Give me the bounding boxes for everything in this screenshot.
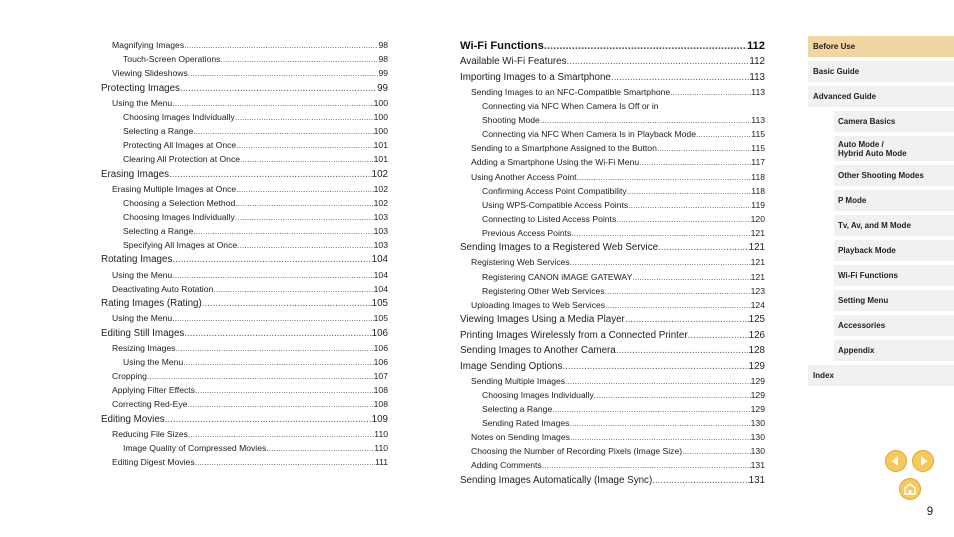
leader-dots: [235, 110, 374, 124]
toc-entry[interactable]: [460, 212, 765, 226]
chapter-sidebar: [808, 36, 954, 390]
toc-entry-title: Correcting Red-Eye: [112, 399, 188, 410]
sidebar-tab-setting-menu[interactable]: [834, 290, 954, 311]
leader-dots: [172, 311, 373, 325]
toc-entry[interactable]: [460, 416, 765, 430]
toc-entry-title: Choosing Images Individually: [123, 211, 235, 222]
toc-entry-title: Using Another Access Point: [471, 171, 577, 182]
toc-entry-title: Registering Web Services: [471, 257, 570, 268]
previous-page-button[interactable]: [885, 450, 907, 472]
leader-dots: [172, 96, 373, 110]
leader-dots: [696, 127, 751, 141]
sidebar-tab-label: Accessories: [838, 321, 886, 330]
toc-page-number: 102: [371, 168, 388, 180]
toc-page-number: 102: [373, 197, 388, 208]
toc-entry[interactable]: [460, 270, 765, 284]
leader-dots: [195, 383, 374, 397]
leader-dots: [570, 255, 751, 269]
leader-dots: [616, 212, 750, 226]
toc-page-number: 111: [374, 457, 388, 468]
toc-entry-title: Connecting to Listed Access Points: [482, 213, 617, 224]
toc-page-number: 113: [751, 86, 765, 97]
toc-page-number: 119: [751, 199, 765, 210]
leader-dots: [188, 427, 374, 441]
toc-entry-title: Editing Still Images: [101, 327, 185, 339]
sidebar-tab-label: Wi-Fi Functions: [838, 271, 898, 280]
toc-page-number: 120: [750, 213, 765, 224]
toc-entry[interactable]: [101, 238, 388, 252]
leader-dots: [195, 455, 375, 469]
toc-entry-title: Notes on Sending Images: [471, 432, 570, 443]
toc-page-number: 118: [751, 171, 765, 182]
toc-page-number: 130: [750, 446, 765, 457]
toc-page-number: 106: [373, 342, 388, 353]
toc-entry[interactable]: [101, 327, 388, 341]
leader-dots: [235, 196, 373, 210]
toc-page-number: 115: [751, 143, 765, 154]
toc-page-number: 99: [377, 82, 388, 94]
arrow-right-icon: [917, 455, 929, 467]
toc-entry[interactable]: [101, 224, 388, 238]
sidebar-tab-label: Tv, Av, and M Mode: [838, 221, 911, 230]
toc-entry-title: Connecting via NFC When Camera Is in Playback Mode: [482, 129, 696, 140]
home-icon: [903, 482, 917, 496]
toc-entry-title: Choosing Images Individually: [482, 389, 594, 400]
toc-entry[interactable]: [460, 430, 765, 444]
next-page-button[interactable]: [912, 450, 934, 472]
sidebar-tab-wi-fi-functions[interactable]: [834, 265, 954, 286]
toc-entry[interactable]: [460, 85, 765, 99]
toc-entry-title: Importing Images to a Smartphone: [460, 71, 611, 83]
sidebar-tab-label: Basic Guide: [813, 67, 860, 76]
sidebar-tab-advanced-guide[interactable]: [808, 86, 954, 107]
toc-page-number: 129: [748, 360, 765, 372]
sidebar-tab-label: Appendix: [838, 346, 875, 355]
toc-entry-title: Reducing File Sizes: [112, 428, 188, 439]
leader-dots: [611, 71, 750, 85]
leader-dots: [236, 182, 373, 196]
toc-entry[interactable]: [101, 196, 388, 210]
toc-page-number: 129: [750, 375, 765, 386]
toc-entry[interactable]: [460, 402, 765, 416]
toc-page-number: 121: [748, 242, 765, 254]
toc-page-number: 100: [373, 97, 388, 108]
leader-dots: [657, 141, 751, 155]
toc-entry[interactable]: [460, 127, 765, 141]
toc-entry[interactable]: [101, 341, 388, 355]
sidebar-tab-before-use[interactable]: [808, 36, 954, 57]
toc-entry-title: Rotating Images: [101, 254, 173, 266]
sidebar-tab-label: Setting Menu: [838, 296, 889, 305]
leader-dots: [235, 210, 374, 224]
toc-entry-title: Erasing Images: [101, 168, 170, 180]
toc-entry-title: Selecting a Range: [123, 226, 194, 236]
toc-entry-title: Selecting a Range: [123, 125, 194, 136]
toc-page-number: 104: [373, 269, 388, 280]
toc-entry[interactable]: [101, 455, 388, 469]
toc-entry-title: Using WPS-Compatible Access Points: [482, 199, 629, 210]
toc-entry[interactable]: [101, 427, 388, 441]
sidebar-tab-p-mode[interactable]: [834, 190, 954, 211]
toc-entry-title: Using the Menu: [123, 357, 184, 368]
toc-entry-title: Choosing Images Individually: [123, 111, 235, 122]
toc-middle-column: [460, 38, 765, 488]
toc-entry[interactable]: [460, 329, 765, 343]
toc-page-number: 131: [748, 474, 765, 486]
toc-page-number: 103: [373, 226, 388, 236]
toc-page-number: 110: [374, 428, 388, 439]
toc-entry[interactable]: [101, 397, 388, 411]
toc-entry[interactable]: [101, 268, 388, 282]
sidebar-tab-auto-mode-hybrid-auto-mode[interactable]: [834, 136, 954, 161]
toc-entry-title: Rating Images (Rating): [101, 298, 202, 310]
sidebar-tab-accessories[interactable]: [834, 315, 954, 336]
toc-page-number: 104: [373, 283, 388, 294]
toc-entry-title: Sending Images to Another Camera: [460, 345, 616, 357]
toc-entry-title: Choosing a Selection Method: [123, 197, 236, 208]
arrow-left-icon: [890, 455, 902, 467]
sidebar-tab-playback-mode[interactable]: [834, 240, 954, 261]
toc-entry-title: Registering CANON iMAGE GATEWAY: [482, 271, 633, 282]
toc-entry-title: Editing Movies: [101, 413, 165, 425]
toc-page-number: 98: [378, 54, 388, 65]
toc-entry[interactable]: [101, 369, 388, 383]
leader-dots: [220, 52, 378, 66]
toc-entry[interactable]: [460, 458, 765, 472]
toc-entry[interactable]: [460, 360, 765, 374]
toc-entry-title: Confirming Access Point Compatibility: [482, 185, 627, 196]
toc-entry[interactable]: [101, 168, 388, 182]
toc-entry[interactable]: [101, 38, 388, 52]
leader-dots: [184, 327, 371, 341]
leader-dots: [165, 413, 372, 427]
toc-entry-title: Touch-Screen Operations: [123, 54, 221, 65]
toc-entry-title: Sending to a Smartphone Assigned to the Button: [471, 143, 657, 154]
toc-entry-title: Adding a Smartphone Using the Wi-Fi Menu: [471, 157, 640, 168]
sidebar-tab-other-shooting-modes[interactable]: [834, 165, 954, 186]
toc-chapter-heading[interactable]: [460, 38, 765, 54]
toc-page-number: 126: [748, 329, 765, 341]
toc-page-number: 129: [750, 403, 765, 414]
leader-dots: [628, 198, 751, 212]
leader-dots: [147, 369, 374, 383]
toc-entry-title: Registering Other Web Services: [482, 285, 605, 296]
toc-entry[interactable]: [101, 110, 388, 124]
leader-dots: [616, 344, 749, 358]
toc-entry[interactable]: [460, 155, 765, 169]
toc-entry[interactable]: [101, 138, 388, 152]
toc-page-number: 121: [750, 227, 765, 238]
toc-entry-title: Printing Images Wirelessly from a Connected Printer: [460, 329, 688, 341]
leader-dots: [266, 441, 374, 455]
toc-entry-title: Viewing Images Using a Media Player: [460, 314, 625, 326]
toc-entry[interactable]: [460, 284, 765, 298]
toc-page-number: 105: [373, 313, 388, 324]
leader-dots: [193, 124, 373, 138]
toc-entry[interactable]: [101, 66, 388, 80]
leader-dots: [540, 113, 751, 127]
toc-entry[interactable]: [460, 170, 765, 184]
toc-entry-title: Applying Filter Effects: [112, 385, 195, 396]
toc-entry-title: Magnifying Images: [112, 40, 185, 50]
page-number: 9: [926, 506, 934, 518]
leader-dots: [187, 397, 373, 411]
toc-entry-title: Sending Images to a Registered Web Service: [460, 242, 659, 254]
toc-page-number: 113: [751, 115, 765, 126]
toc-entry[interactable]: [460, 241, 765, 255]
leader-dots: [605, 298, 751, 312]
toc-entry-title: Previous Access Points: [482, 227, 572, 238]
toc-entry[interactable]: [101, 413, 388, 427]
toc-entry[interactable]: [460, 226, 765, 240]
toc-page-number: 130: [750, 418, 765, 429]
leader-dots: [236, 138, 373, 152]
toc-entry-title: Available Wi-Fi Features: [460, 56, 567, 68]
toc-entry[interactable]: [460, 298, 765, 312]
toc-entry[interactable]: [101, 82, 388, 96]
toc-entry-title: Shooting Mode: [482, 115, 540, 126]
toc-page-number: 98: [378, 40, 388, 50]
toc-page-number: 129: [750, 389, 765, 400]
toc-entry[interactable]: [460, 198, 765, 212]
leader-dots: [240, 152, 374, 166]
toc-page-number: 103: [373, 240, 388, 251]
leader-dots: [682, 444, 751, 458]
toc-entry-title: Using the Menu: [112, 97, 173, 108]
sidebar-tab-index[interactable]: [808, 365, 954, 386]
toc-page-number: 106: [373, 357, 388, 368]
leader-dots: [577, 170, 752, 184]
toc-page-number: 118: [751, 185, 765, 196]
toc-entry[interactable]: [460, 444, 765, 458]
toc-entry[interactable]: [101, 253, 388, 267]
toc-entry-title: Uploading Images to Web Services: [471, 299, 606, 310]
leader-dots: [625, 313, 749, 327]
toc-entry[interactable]: [460, 113, 765, 127]
toc-page-number: 115: [751, 129, 765, 140]
leader-dots: [183, 355, 373, 369]
leader-dots: [213, 282, 373, 296]
toc-entry-title: Image Quality of Compressed Movies: [123, 442, 267, 453]
leader-dots: [605, 284, 751, 298]
toc-entry-title: Using the Menu: [112, 269, 173, 280]
leader-dots: [565, 374, 751, 388]
sidebar-tab-appendix[interactable]: [834, 340, 954, 361]
toc-entry-title: Sending Images to an NFC-Compatible Smartphone: [471, 86, 671, 97]
toc-entry-title: Resizing Images: [112, 342, 176, 353]
toc-entry-title: Using the Menu: [112, 313, 173, 324]
toc-page-number: 112: [749, 56, 765, 68]
toc-entry[interactable]: [101, 355, 388, 369]
toc-page-number: 121: [750, 271, 765, 282]
toc-entry[interactable]: [460, 388, 765, 402]
sidebar-tab-label: Other Shooting Modes: [838, 171, 924, 180]
leader-dots: [639, 155, 751, 169]
toc-entry-title: Editing Digest Movies: [112, 457, 195, 468]
toc-entry-title: Sending Multiple Images: [471, 375, 566, 386]
leader-dots: [571, 226, 750, 240]
toc-entry[interactable]: [460, 99, 765, 113]
toc-entry-title: Wi-Fi Functions: [460, 40, 544, 52]
sidebar-tab-tv-av-and-m-mode[interactable]: [834, 215, 954, 236]
toc-entry[interactable]: [101, 96, 388, 110]
leader-dots: [632, 270, 750, 284]
toc-entry-title: Sending Images Automatically (Image Sync): [460, 474, 653, 486]
toc-entry-title: Deactivating Auto Rotation: [112, 283, 214, 294]
leader-dots: [542, 458, 751, 472]
leader-dots: [237, 238, 373, 252]
toc-page-number: 124: [750, 299, 765, 310]
toc-page-number: 103: [373, 211, 388, 222]
toc-entry-title: Clearing All Protection at Once: [123, 154, 241, 165]
toc-entry-title: Protecting All Images at Once: [123, 140, 237, 151]
sidebar-tab-label: Index: [813, 371, 834, 380]
toc-entry[interactable]: [101, 441, 388, 455]
leader-dots: [569, 416, 750, 430]
sidebar-tab-basic-guide[interactable]: [808, 61, 954, 82]
leader-dots: [567, 55, 750, 69]
toc-entry[interactable]: [460, 71, 765, 85]
sidebar-tab-label: Advanced Guide: [813, 92, 877, 101]
leader-dots: [193, 224, 373, 238]
toc-entry-title: Image Sending Options: [460, 360, 563, 372]
leader-dots: [172, 268, 373, 282]
leader-dots: [180, 82, 377, 96]
toc-page-number: 125: [748, 314, 765, 326]
toc-page-number: 117: [751, 157, 765, 168]
toc-entry[interactable]: [101, 182, 388, 196]
toc-page-number: 128: [748, 345, 765, 357]
toc-page-number: 101: [373, 140, 388, 151]
sidebar-tab-label: Before Use: [813, 42, 856, 51]
sidebar-tab-label: Camera Basics: [838, 117, 896, 126]
toc-entry-title: Choosing the Number of Recording Pixels (Image Size): [471, 446, 683, 457]
toc-page-number: 100: [373, 111, 388, 122]
toc-page-number: 131: [750, 460, 765, 471]
leader-dots: [172, 253, 371, 267]
leader-dots: [169, 168, 372, 182]
toc-page-number: 123: [750, 285, 765, 296]
sidebar-tab-camera-basics[interactable]: [834, 111, 954, 132]
toc-entry[interactable]: [460, 344, 765, 358]
toc-entry-title: Sending Rated Images: [482, 418, 570, 429]
toc-entry-title: Specifying All Images at Once: [123, 240, 238, 251]
toc-entry[interactable]: [460, 141, 765, 155]
toc-page-number: 121: [750, 257, 765, 268]
toc-entry-title: Viewing Slideshows: [112, 68, 188, 79]
sidebar-tab-label: Auto Mode / Hybrid Auto Mode: [838, 139, 907, 158]
toc-entry[interactable]: [101, 52, 388, 66]
leader-dots: [552, 402, 750, 416]
toc-page-number: 110: [374, 442, 388, 453]
toc-entry-title: Erasing Multiple Images at Once: [112, 183, 237, 194]
leader-dots: [652, 474, 748, 488]
toc-entry[interactable]: [460, 474, 765, 488]
sidebar-tab-label: Playback Mode: [838, 246, 896, 255]
toc-page-number: 113: [749, 71, 765, 83]
toc-entry[interactable]: [101, 297, 388, 311]
leader-dots: [202, 297, 372, 311]
toc-page-number: 100: [373, 125, 388, 136]
toc-entry[interactable]: [101, 311, 388, 325]
toc-entry[interactable]: [101, 152, 388, 166]
toc-page-number: 130: [750, 432, 765, 443]
toc-page-number: 99: [378, 68, 388, 79]
toc-entry-title: Cropping: [112, 371, 147, 382]
toc-entry[interactable]: [460, 313, 765, 327]
leader-dots: [188, 66, 379, 80]
leader-dots: [688, 329, 749, 343]
toc-page-number: 109: [371, 413, 388, 425]
toc-page-number: 104: [371, 254, 388, 266]
toc-entry[interactable]: [460, 55, 765, 69]
toc-entry[interactable]: [101, 124, 388, 138]
toc-left-column: [101, 38, 388, 469]
toc-page-number: 108: [373, 399, 388, 410]
toc-entry[interactable]: [460, 255, 765, 269]
toc-page-number: 106: [371, 327, 388, 339]
sidebar-tab-label: P Mode: [838, 196, 867, 205]
leader-dots: [184, 38, 378, 52]
toc-entry-title: Protecting Images: [101, 82, 180, 94]
contents-home-button[interactable]: [899, 478, 921, 500]
toc-page-number: 107: [373, 371, 388, 382]
toc-page-number: 101: [373, 154, 388, 165]
toc-entry[interactable]: [101, 210, 388, 224]
leader-dots: [176, 341, 374, 355]
toc-entry-title: Selecting a Range: [482, 403, 553, 414]
leader-dots: [594, 388, 751, 402]
toc-entry[interactable]: [460, 374, 765, 388]
toc-entry[interactable]: [101, 282, 388, 296]
toc-page-number: 108: [373, 385, 388, 396]
toc-page-number: 102: [373, 183, 388, 194]
leader-dots: [570, 430, 751, 444]
toc-page-number: 112: [746, 40, 765, 52]
leader-dots: [562, 360, 748, 374]
toc-entry-title: Connecting via NFC When Camera Is Off or in: [482, 101, 659, 112]
toc-entry-title: Adding Comments: [471, 460, 542, 471]
toc-entry[interactable]: [460, 184, 765, 198]
leader-dots: [627, 184, 752, 198]
toc-page-number: 105: [371, 298, 388, 310]
leader-dots: [658, 241, 749, 255]
leader-dots: [544, 38, 747, 54]
toc-entry[interactable]: [101, 383, 388, 397]
leader-dots: [670, 85, 751, 99]
